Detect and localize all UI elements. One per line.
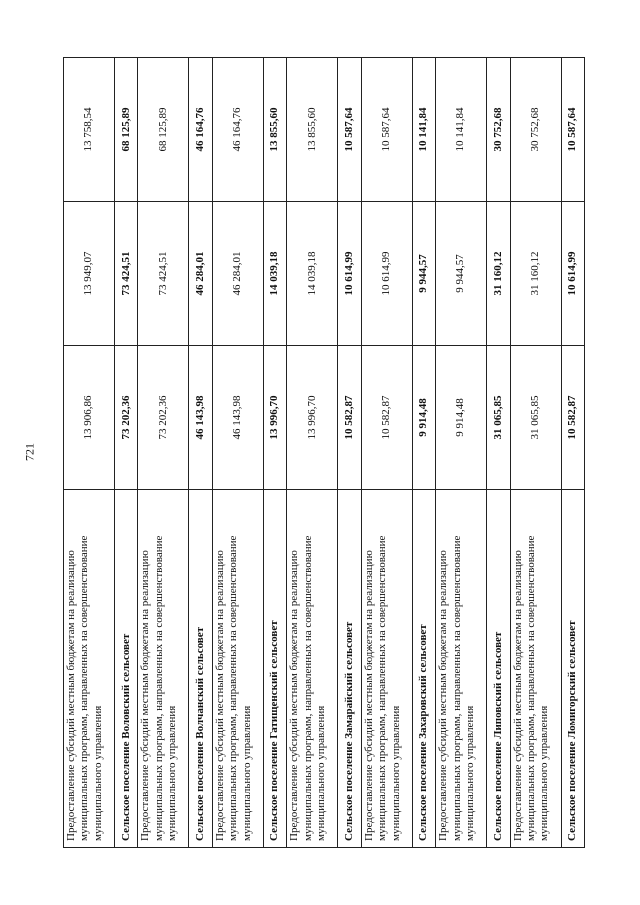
- rotated-table-container: [63, 58, 585, 848]
- amount-col-2: 73 424,51: [138, 202, 189, 346]
- subsidy-description: Предоставление субсидий местным бюджетам на реализацию муниципальных программ, направленных на совершенствование муниципального управления: [510, 490, 561, 848]
- amount-col-1: 46 143,98: [212, 346, 263, 490]
- settlement-row: [189, 58, 212, 848]
- amount-col-1: 10 582,87: [361, 346, 412, 490]
- settlement-name: Сельское поселение Волчанский сельсовет: [189, 490, 212, 848]
- amount-col-1: 73 202,36: [115, 346, 138, 490]
- amount-col-3: 13 758,54: [64, 58, 115, 202]
- amount-col-1: 10 582,87: [338, 346, 361, 490]
- amount-col-2: 9 944,57: [436, 202, 487, 346]
- settlement-row: [338, 58, 361, 848]
- amount-col-3: 10 587,64: [561, 58, 584, 202]
- amount-col-3: 13 855,60: [263, 58, 286, 202]
- amount-col-2: 9 944,57: [412, 202, 435, 346]
- amount-col-2: 10 614,99: [338, 202, 361, 346]
- settlement-name: Сельское поселение Ломигорский сельсовет: [561, 490, 584, 848]
- amount-col-3: 10 141,84: [436, 58, 487, 202]
- amount-col-1: 9 914,48: [412, 346, 435, 490]
- amount-col-1: 10 582,87: [561, 346, 584, 490]
- page-number: 721: [22, 443, 37, 461]
- amount-col-3: 30 752,68: [487, 58, 510, 202]
- subsidy-row: [361, 58, 412, 848]
- amount-col-3: 30 752,68: [510, 58, 561, 202]
- subsidy-row: [436, 58, 487, 848]
- amount-col-3: 10 141,84: [412, 58, 435, 202]
- settlement-name: Сельское поселение Липовский сельсовет: [487, 490, 510, 848]
- subsidy-description: Предоставление субсидий местным бюджетам на реализацию муниципальных программ, направленных на совершенствование муниципального управления: [138, 490, 189, 848]
- subsidy-description: Предоставление субсидий местным бюджетам на реализацию муниципальных программ, направленных на совершенствование муниципального управления: [287, 490, 338, 848]
- amount-col-2: 10 614,99: [361, 202, 412, 346]
- amount-col-1: 9 914,48: [436, 346, 487, 490]
- settlement-name: Сельское поселение Замарайский сельсовет: [338, 490, 361, 848]
- subsidy-description: Предоставление субсидий местным бюджетам на реализацию муниципальных программ, направленных на совершенствование муниципального управления: [436, 490, 487, 848]
- settlement-row: [412, 58, 435, 848]
- settlement-row: [263, 58, 286, 848]
- amount-col-3: 68 125,89: [138, 58, 189, 202]
- settlement-row: [115, 58, 138, 848]
- amount-col-2: 46 284,01: [212, 202, 263, 346]
- amount-col-3: 10 587,64: [338, 58, 361, 202]
- amount-col-1: 31 065,85: [487, 346, 510, 490]
- amount-col-2: 31 160,12: [487, 202, 510, 346]
- amount-col-3: 13 855,60: [287, 58, 338, 202]
- amount-col-3: 68 125,89: [115, 58, 138, 202]
- amount-col-2: 31 160,12: [510, 202, 561, 346]
- settlement-name: Сельское поселение Захаровский сельсовет: [412, 490, 435, 848]
- amount-col-2: 10 614,99: [561, 202, 584, 346]
- subsidy-row: [64, 58, 115, 848]
- settlement-row: [487, 58, 510, 848]
- amount-col-1: 31 065,85: [510, 346, 561, 490]
- budget-table-body: [64, 58, 585, 848]
- subsidy-row: [212, 58, 263, 848]
- subsidy-row: [138, 58, 189, 848]
- amount-col-1: 13 906,86: [64, 346, 115, 490]
- settlement-row: [561, 58, 584, 848]
- settlement-name: Сельское поселение Воловский сельсовет: [115, 490, 138, 848]
- amount-col-1: 13 996,70: [263, 346, 286, 490]
- subsidy-row: [287, 58, 338, 848]
- budget-table: [63, 57, 585, 848]
- subsidy-description: Предоставление субсидий местным бюджетам на реализацию муниципальных программ, направленных на совершенствование муниципального управления: [212, 490, 263, 848]
- amount-col-2: 14 039,18: [263, 202, 286, 346]
- amount-col-3: 10 587,64: [361, 58, 412, 202]
- amount-col-2: 46 284,01: [189, 202, 212, 346]
- amount-col-3: 46 164,76: [189, 58, 212, 202]
- amount-col-1: 46 143,98: [189, 346, 212, 490]
- subsidy-description: Предоставление субсидий местным бюджетам на реализацию муниципальных программ, направленных на совершенствование муниципального управления: [361, 490, 412, 848]
- subsidy-description: Предоставление субсидий местным бюджетам на реализацию муниципальных программ, направленных на совершенствование муниципального управления: [64, 490, 115, 848]
- amount-col-1: 73 202,36: [138, 346, 189, 490]
- amount-col-2: 13 949,07: [64, 202, 115, 346]
- settlement-name: Сельское поселение Гатищенский сельсовет: [263, 490, 286, 848]
- amount-col-2: 14 039,18: [287, 202, 338, 346]
- amount-col-1: 13 996,70: [287, 346, 338, 490]
- subsidy-row: [510, 58, 561, 848]
- amount-col-2: 73 424,51: [115, 202, 138, 346]
- amount-col-3: 46 164,76: [212, 58, 263, 202]
